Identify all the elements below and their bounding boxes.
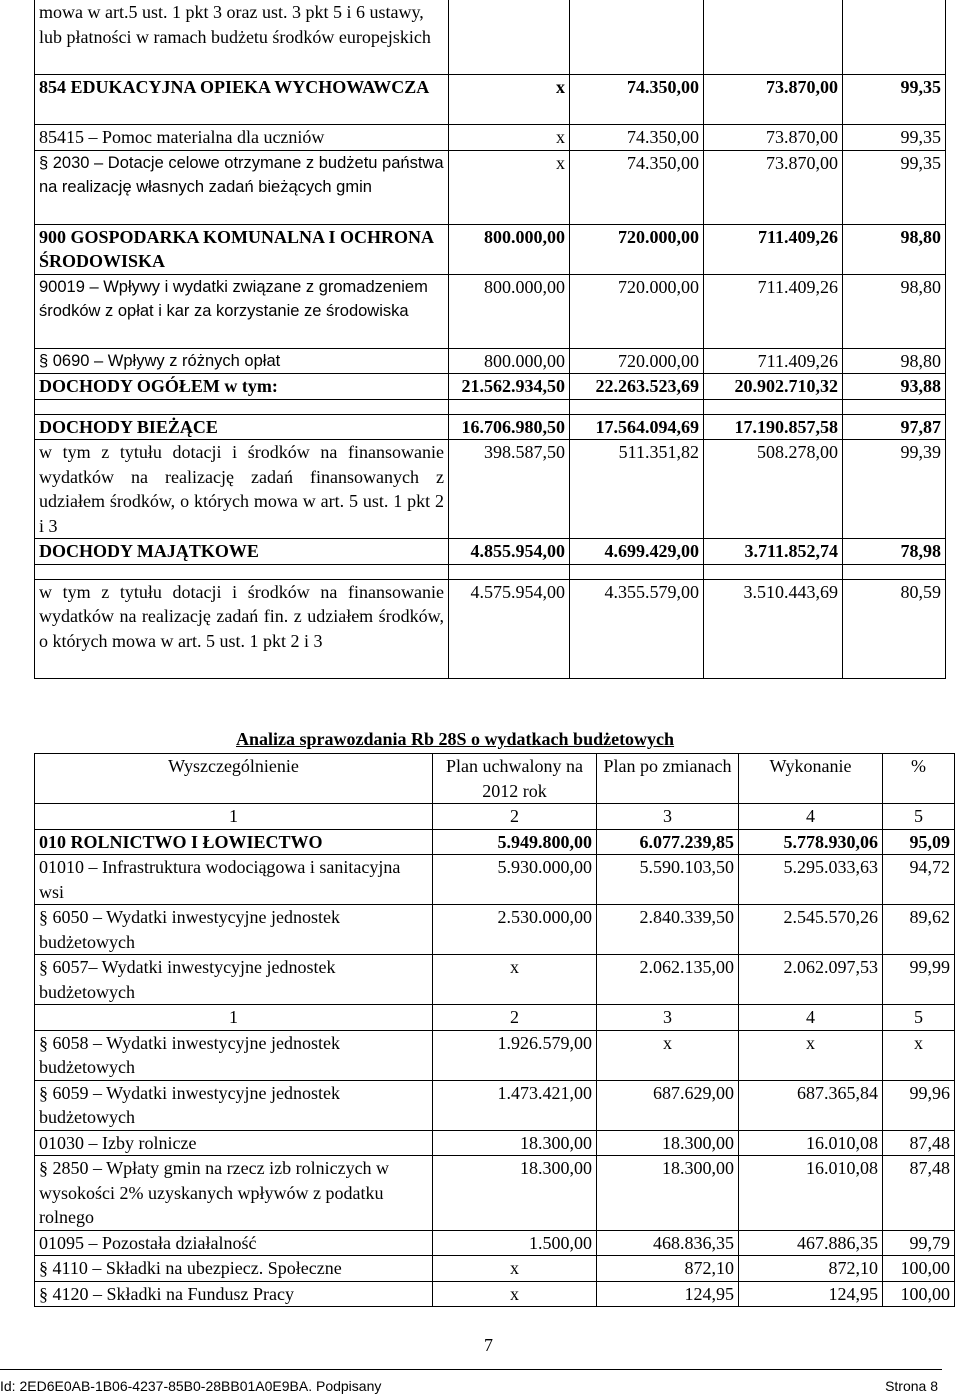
- footer-divider: [0, 1369, 942, 1370]
- cell: 89,62: [883, 905, 955, 955]
- row-desc: § 2850 – Wpłaty gmin na rzecz izb rolniczych w wysokości 2% uzyskanych wpływów z podatku rolnego: [35, 1156, 433, 1231]
- row-desc: 854 EDUKACYJNA OPIEKA WYCHOWAWCZA: [35, 75, 449, 125]
- row-desc: § 6058 – Wydatki inwestycyjne jednostek budżetowych: [35, 1030, 433, 1080]
- cell: 872,10: [739, 1256, 883, 1282]
- cell: [570, 399, 704, 414]
- footer-document-id: Id: 2ED6E0AB-1B06-4237-85B0-28BB01A0E9BA. Podpisany: [0, 1378, 382, 1394]
- cell: 4.855.954,00: [449, 539, 570, 565]
- cell: [704, 399, 843, 414]
- cell: [449, 0, 570, 75]
- table-row: [35, 374, 946, 400]
- cell: 1.926.579,00: [433, 1030, 597, 1080]
- cell: 5.590.103,50: [597, 855, 739, 905]
- table-row: [35, 224, 946, 274]
- row-desc: DOCHODY MAJĄTKOWE: [35, 539, 449, 565]
- cell: 872,10: [597, 1256, 739, 1282]
- table-row: [35, 1080, 955, 1130]
- cell: 99,39: [843, 440, 946, 539]
- table-row: [35, 1230, 955, 1256]
- cell: [843, 399, 946, 414]
- cell: 5.295.033,63: [739, 855, 883, 905]
- cell: 711.409,26: [704, 348, 843, 374]
- cell: x: [597, 1030, 739, 1080]
- cell: [449, 564, 570, 579]
- cell: 100,00: [883, 1256, 955, 1282]
- cell: 5.930.000,00: [433, 855, 597, 905]
- table-row: [35, 414, 946, 440]
- page-number: 7: [484, 1335, 493, 1355]
- cell: 74.350,00: [570, 150, 704, 224]
- table-row: [35, 348, 946, 374]
- cell: 94,72: [883, 855, 955, 905]
- cell: x: [449, 125, 570, 151]
- col-number: 1: [35, 1005, 433, 1031]
- table-row: [35, 855, 955, 905]
- cell: 1.500,00: [433, 1230, 597, 1256]
- footer-page-label: Strona 8: [885, 1378, 938, 1394]
- table-row: [35, 905, 955, 955]
- row-desc: 90019 – Wpływy i wydatki związane z gromadzeniem środków z opłat i kar za korzystanie ze środowiska: [35, 274, 449, 348]
- row-desc: mowa w art.5 ust. 1 pkt 3 oraz ust. 3 pkt 5 i 6 ustawy, lub płatności w ramach budżetu środków europejskich: [35, 0, 449, 75]
- cell: x: [433, 1256, 597, 1282]
- cell: 97,87: [843, 414, 946, 440]
- cell: x: [449, 150, 570, 224]
- row-desc: 010 ROLNICTWO I ŁOWIECTWO: [35, 829, 433, 855]
- table-row: [35, 440, 946, 539]
- cell: 800.000,00: [449, 348, 570, 374]
- cell: 74.350,00: [570, 75, 704, 125]
- col-number: 2: [433, 804, 597, 830]
- table-row: [35, 1030, 955, 1080]
- cell: 80,59: [843, 579, 946, 678]
- table-row: [35, 1156, 955, 1231]
- cell: 16.010,08: [739, 1130, 883, 1156]
- row-desc: DOCHODY OGÓŁEM w tym:: [35, 374, 449, 400]
- row-desc: 01030 – Izby rolnicze: [35, 1130, 433, 1156]
- row-desc: § 6057– Wydatki inwestycyjne jednostek budżetowych: [35, 955, 433, 1005]
- table-row: [35, 125, 946, 151]
- table-header-row: [35, 754, 955, 804]
- cell: 18.300,00: [597, 1156, 739, 1231]
- cell: 21.562.934,50: [449, 374, 570, 400]
- cell: 1.473.421,00: [433, 1080, 597, 1130]
- row-desc: 01095 – Pozostała działalność: [35, 1230, 433, 1256]
- row-desc: § 6050 – Wydatki inwestycyjne jednostek budżetowych: [35, 905, 433, 955]
- cell: x: [883, 1030, 955, 1080]
- cell: 508.278,00: [704, 440, 843, 539]
- table-row: [35, 955, 955, 1005]
- cell: 93,88: [843, 374, 946, 400]
- header-wykonanie: Wykonanie: [739, 754, 883, 804]
- row-desc: § 4120 – Składki na Fundusz Pracy: [35, 1281, 433, 1307]
- table-spacer-row: [35, 564, 946, 579]
- row-desc: § 6059 – Wydatki inwestycyjne jednostek budżetowych: [35, 1080, 433, 1130]
- cell: x: [739, 1030, 883, 1080]
- table-spacer-row: [35, 399, 946, 414]
- cell: 99,96: [883, 1080, 955, 1130]
- cell: 800.000,00: [449, 224, 570, 274]
- cell: 16.706.980,50: [449, 414, 570, 440]
- cell: 73.870,00: [704, 125, 843, 151]
- table-row: [35, 1281, 955, 1307]
- cell: [704, 0, 843, 75]
- header-plan-uchwalony: Plan uchwalony na 2012 rok: [433, 754, 597, 804]
- cell: 2.545.570,26: [739, 905, 883, 955]
- col-number: 5: [883, 804, 955, 830]
- column-number-row: [35, 1005, 955, 1031]
- cell: x: [449, 75, 570, 125]
- cell: [843, 564, 946, 579]
- cell: 720.000,00: [570, 224, 704, 274]
- row-desc: § 2030 – Dotacje celowe otrzymane z budżetu państwa na realizację własnych zadań bieżących gmin: [35, 150, 449, 224]
- cell: 5.949.800,00: [433, 829, 597, 855]
- cell: 720.000,00: [570, 274, 704, 348]
- row-desc: 01010 – Infrastruktura wodociągowa i sanitacyjna wsi: [35, 855, 433, 905]
- cell: 398.587,50: [449, 440, 570, 539]
- cell: [704, 564, 843, 579]
- cell: 74.350,00: [570, 125, 704, 151]
- table-row: [35, 0, 946, 75]
- col-number: 5: [883, 1005, 955, 1031]
- col-number: 4: [739, 804, 883, 830]
- cell: 2.062.135,00: [597, 955, 739, 1005]
- table-row: [35, 274, 946, 348]
- row-desc: 85415 – Pomoc materialna dla uczniów: [35, 125, 449, 151]
- row-desc: § 4110 – Składki na ubezpiecz. Społeczne: [35, 1256, 433, 1282]
- cell: 99,79: [883, 1230, 955, 1256]
- cell: 99,35: [843, 75, 946, 125]
- cell: 2.530.000,00: [433, 905, 597, 955]
- cell: x: [433, 1281, 597, 1307]
- cell: [570, 564, 704, 579]
- cell: 687.365,84: [739, 1080, 883, 1130]
- cell: 124,95: [739, 1281, 883, 1307]
- cell: 73.870,00: [704, 150, 843, 224]
- cell: 800.000,00: [449, 274, 570, 348]
- cell: x: [433, 955, 597, 1005]
- expenses-table: [34, 753, 955, 1307]
- cell: 4.355.579,00: [570, 579, 704, 678]
- col-number: 1: [35, 804, 433, 830]
- cell: 4.575.954,00: [449, 579, 570, 678]
- cell: 22.263.523,69: [570, 374, 704, 400]
- cell: 17.190.857,58: [704, 414, 843, 440]
- cell: 3.510.443,69: [704, 579, 843, 678]
- cell: 711.409,26: [704, 224, 843, 274]
- table-row: [35, 1130, 955, 1156]
- cell: 17.564.094,69: [570, 414, 704, 440]
- cell: 2.840.339,50: [597, 905, 739, 955]
- cell: 511.351,82: [570, 440, 704, 539]
- cell: 2.062.097,53: [739, 955, 883, 1005]
- cell: 98,80: [843, 224, 946, 274]
- table-row: [35, 539, 946, 565]
- cell: 98,80: [843, 274, 946, 348]
- cell: 78,98: [843, 539, 946, 565]
- cell: 20.902.710,32: [704, 374, 843, 400]
- col-number: 4: [739, 1005, 883, 1031]
- cell: 99,35: [843, 150, 946, 224]
- col-number: 3: [597, 804, 739, 830]
- cell: 687.629,00: [597, 1080, 739, 1130]
- expenses-title: Analiza sprawozdania Rb 28S o wydatkach budżetowych: [236, 729, 675, 749]
- row-desc: DOCHODY BIEŻĄCE: [35, 414, 449, 440]
- cell: 95,09: [883, 829, 955, 855]
- cell: 98,80: [843, 348, 946, 374]
- row-desc: w tym z tytułu dotacji i środków na finansowanie wydatków na realizację zadań finansowanych z udziałem środków, o których mowa w art. 5 ust. 1 pkt 2 i 3: [35, 440, 449, 539]
- cell: 16.010,08: [739, 1156, 883, 1231]
- cell: [570, 0, 704, 75]
- cell: 6.077.239,85: [597, 829, 739, 855]
- cell: 87,48: [883, 1156, 955, 1231]
- cell: 3.711.852,74: [704, 539, 843, 565]
- cell: 99,99: [883, 955, 955, 1005]
- row-desc: w tym z tytułu dotacji i środków na finansowanie wydatków na realizację zadań fin. z udziałem środków, o których mowa w art. 5 ust. 1 pkt 2 i 3: [35, 579, 449, 678]
- header-wyszczegolnienie: Wyszczególnienie: [35, 754, 433, 804]
- column-number-row: [35, 804, 955, 830]
- col-number: 3: [597, 1005, 739, 1031]
- cell: 100,00: [883, 1281, 955, 1307]
- table-row: [35, 579, 946, 678]
- cell: 720.000,00: [570, 348, 704, 374]
- row-desc: § 0690 – Wpływy z różnych opłat: [35, 348, 449, 374]
- cell: 18.300,00: [433, 1130, 597, 1156]
- cell: 4.699.429,00: [570, 539, 704, 565]
- row-desc: 900 GOSPODARKA KOMUNALNA I OCHRONA ŚRODOWISKA: [35, 224, 449, 274]
- cell: 87,48: [883, 1130, 955, 1156]
- table-row: [35, 150, 946, 224]
- cell: 99,35: [843, 125, 946, 151]
- cell: 73.870,00: [704, 75, 843, 125]
- cell: 18.300,00: [597, 1130, 739, 1156]
- cell: [449, 399, 570, 414]
- income-table: [34, 0, 946, 679]
- cell: [35, 399, 449, 414]
- cell: 18.300,00: [433, 1156, 597, 1231]
- cell: 124,95: [597, 1281, 739, 1307]
- cell: 5.778.930,06: [739, 829, 883, 855]
- header-percent: %: [883, 754, 955, 804]
- cell: 711.409,26: [704, 274, 843, 348]
- col-number: 2: [433, 1005, 597, 1031]
- cell: [843, 0, 946, 75]
- table-row: [35, 1256, 955, 1282]
- header-plan-po-zmianach: Plan po zmianach: [597, 754, 739, 804]
- cell: [35, 564, 449, 579]
- table-row: [35, 829, 955, 855]
- cell: 467.886,35: [739, 1230, 883, 1256]
- cell: 468.836,35: [597, 1230, 739, 1256]
- table-row: [35, 75, 946, 125]
